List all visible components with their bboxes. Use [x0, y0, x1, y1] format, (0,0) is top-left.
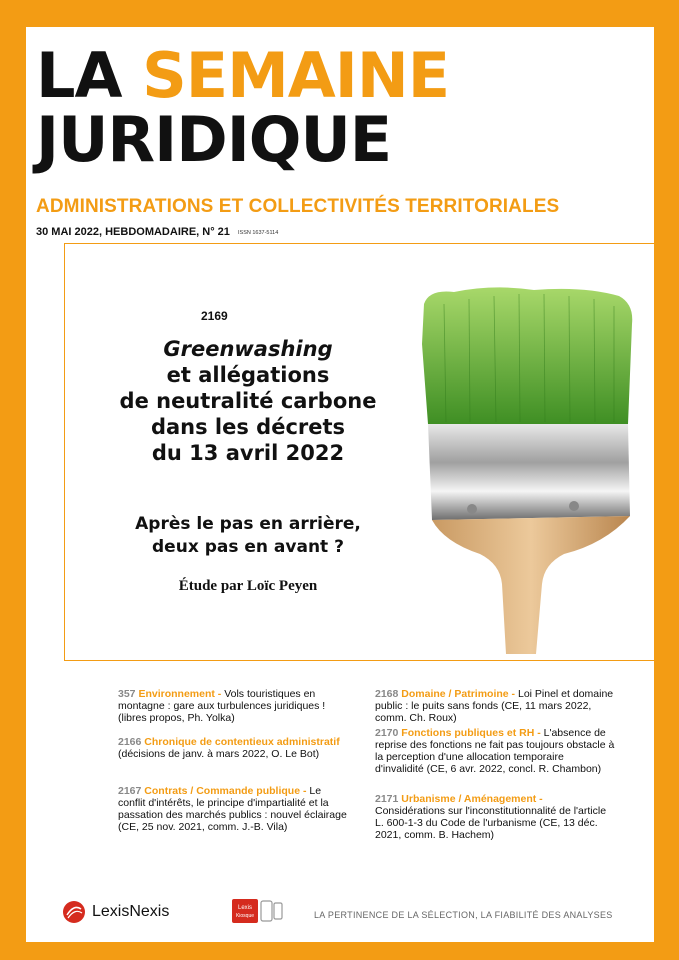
toc-text: L'absence de reprise des fonctions ne fait pas toujours obstacle à la perception d'une allocation temporaire d'invalidité (CE, 6 avr. 2022, concl. R. Chambon): [375, 727, 615, 775]
author: Étude par Loïc Peyen: [178, 578, 318, 594]
feature-number: 2169: [201, 309, 228, 323]
toc-item[interactable]: [118, 736, 348, 760]
toc-topic: Chronique de contentieux administratif: [144, 736, 340, 748]
toc-item[interactable]: [118, 688, 348, 724]
toc-topic: Fonctions publiques et RH -: [401, 727, 541, 739]
toc-number: 2167: [118, 785, 142, 797]
toc-item[interactable]: [118, 785, 348, 833]
issue-info: 30 MAI 2022, HEBDOMADAIRE, N° 21: [36, 226, 230, 238]
toc-item[interactable]: [375, 688, 615, 724]
toc-number: 2171: [375, 793, 399, 805]
feature-subhead: [88, 513, 408, 559]
toc-item[interactable]: [375, 727, 615, 775]
brand-name: LexisNexis: [92, 903, 170, 920]
toc-number: 357: [118, 688, 136, 700]
headline-line: de neutralité carbone: [119, 389, 377, 413]
masthead-semaine: SEMAINE: [142, 39, 450, 112]
headline-italic: Greenwashing: [163, 337, 333, 361]
feature-headline: [78, 336, 418, 466]
masthead-line-1: [36, 39, 450, 112]
toc-topic: Urbanisme / Aménagement -: [401, 793, 543, 805]
masthead-line-2: JURIDIQUE: [36, 103, 392, 176]
kiosque-icon: [232, 897, 284, 925]
toc-number: 2166: [118, 736, 142, 748]
headline-line: dans les décrets: [150, 415, 346, 439]
subhead-line: Après le pas en arrière,: [135, 514, 361, 534]
kiosque-logo: [232, 897, 284, 930]
toc-text: (décisions de janv. à mars 2022, O. Le Bot): [118, 748, 320, 760]
paintbrush-image: [414, 284, 644, 654]
toc-item[interactable]: [375, 793, 615, 841]
subhead-line: deux pas en avant ?: [152, 537, 344, 557]
toc-topic: Contrats / Commande publique -: [144, 785, 307, 797]
toc-number: 2170: [375, 727, 399, 739]
svg-text:Lexis: Lexis: [237, 905, 253, 911]
section-title: ADMINISTRATIONS ET COLLECTIVITÉS TERRITORIALES: [36, 196, 560, 217]
toc-text: Considérations sur l'inconstitutionnalité de l'article L. 600-1-3 du Code de l'urbanisme (CE, 13 déc. 2021, comm. B. Hachem): [375, 805, 607, 841]
toc-topic: Domaine / Patrimoine -: [401, 688, 516, 700]
masthead-la: LA: [36, 39, 122, 112]
headline-line: du 13 avril 2022: [151, 441, 345, 465]
toc-text: Le conflit d'intérêts, le principe d'impartialité et la passation des marchés publics : nouvel éclairage (CE, 25 nov. 2021, comm. J.-B. Vila): [118, 785, 347, 833]
toc-number: 2168: [375, 688, 399, 700]
toc-text: Loi Pinel et domaine public : le puits sans fonds (CE, 11 mars 2022, comm. Ch. Roux): [375, 688, 614, 724]
svg-text:Kiosque: Kiosque: [235, 913, 255, 919]
issn: ISSN 1637-5114: [238, 230, 279, 236]
toc-text: Vols touristiques en montagne : gare aux turbulences juridiques ! (libres propos, Ph. Yolka): [118, 688, 326, 724]
lexisnexis-logo: [62, 900, 169, 924]
tagline: LA PERTINENCE DE LA SÉLECTION, LA FIABILITÉ DES ANALYSES: [314, 910, 613, 920]
headline-line: et allégations: [166, 363, 330, 387]
toc-topic: Environnement -: [138, 688, 222, 700]
lexisnexis-icon: [62, 900, 86, 924]
